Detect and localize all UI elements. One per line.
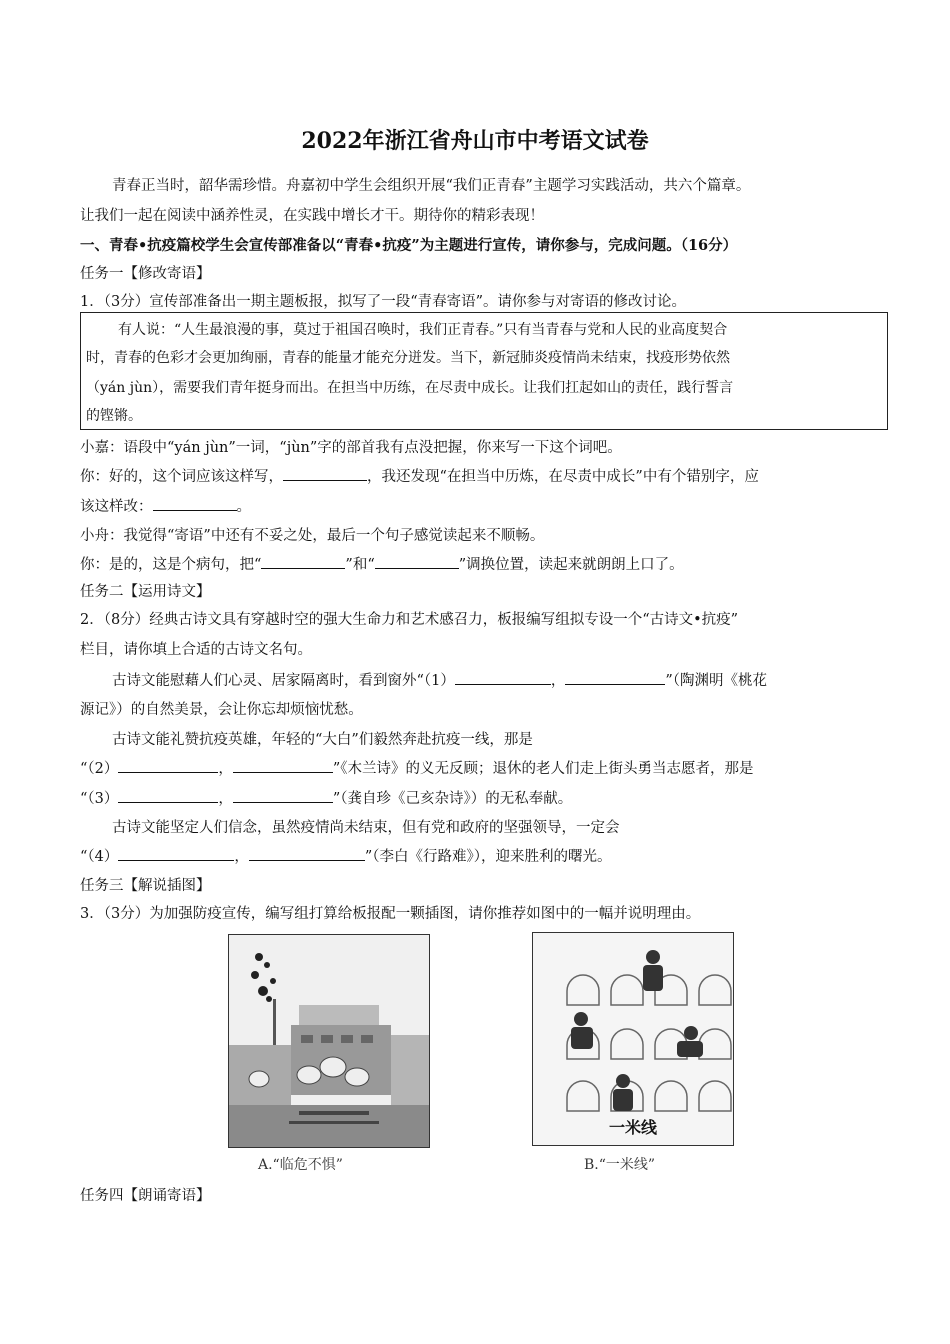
poem-para-3-line-2 xyxy=(80,846,612,867)
dialogue-you-2-b: ”和“ xyxy=(345,557,375,573)
poem-para-1-end: 源记》）的自然美景，会让你忘却烦恼忧愁。 xyxy=(80,702,363,718)
dialogue-you-1-cont xyxy=(80,496,251,517)
illustration-b-inner-text: 一米线 xyxy=(608,1118,658,1137)
dialogue-you-1-b: ，我还发现“在担当中历炼，在尽责中成长”中有个错别字，应 xyxy=(367,469,759,485)
answer-blank-swap-2[interactable] xyxy=(375,554,459,569)
page-title: 2022年浙江省舟山市中考语文试卷 xyxy=(301,128,649,154)
question-2-line-1: 2．（8分）经典古诗文具有穿越时空的强大生命力和艺术感召力，板报编写组拟专设一个“古诗文•抗疫” xyxy=(80,612,739,628)
dialogue-xiaozhou: 小舟：我觉得“寄语”中还有不妥之处，最后一个句子感觉读起来不顺畅。 xyxy=(80,528,545,544)
poem-para-1-c: ”（陶渊明《桃花 xyxy=(665,673,768,689)
task1-label: 任务一【修改寄语】 xyxy=(80,266,211,282)
poem-para-2-f: ， xyxy=(218,791,233,807)
poem-para-3-b: “（4） xyxy=(80,849,119,865)
poem-blank-1a[interactable] xyxy=(455,670,551,685)
poem-para-2: 古诗文能礼赞抗疫英雄，年轻的“大白”们毅然奔赴抗疫一线，那是 xyxy=(112,732,533,748)
poem-blank-3b[interactable] xyxy=(233,788,333,803)
poem-blank-2b[interactable] xyxy=(233,758,333,773)
poem-blank-4a[interactable] xyxy=(118,846,234,861)
dialogue-you-1-a: 你：好的，这个词应该这样写， xyxy=(80,469,283,485)
poem-para-2-line-2 xyxy=(80,758,754,779)
poem-para-2-d: ”《木兰诗》的义无反顾；退休的老人们走上街头勇当志愿者，那是 xyxy=(332,761,754,777)
dialogue-you-2-c: ”调换位置，读起来就朗朗上口了。 xyxy=(458,557,684,573)
poem-para-3-d: ”（李白《行路难》），迎来胜利的曙光。 xyxy=(364,849,612,865)
question-2-line-2: 栏目，请你填上合适的古诗文名句。 xyxy=(80,642,312,658)
answer-blank-typo[interactable] xyxy=(153,496,237,511)
illustration-b-drawing xyxy=(533,933,733,1145)
poem-para-2-b: “（2） xyxy=(80,761,119,777)
poem-para-2-g: ”（龚自珍《己亥杂诗》）的无私奉献。 xyxy=(332,791,573,807)
poem-para-2-c: ， xyxy=(218,761,233,777)
answer-blank-word[interactable] xyxy=(283,466,367,481)
question-1: 1．（3分）宣传部准备出一期主题板报，拟写了一段“青春寄语”。请你参与对寄语的修改讨论。 xyxy=(80,294,687,310)
poem-blank-3a[interactable] xyxy=(118,788,218,803)
dialogue-xiaojia: 小嘉：语段中“yán jùn”一词，“jùn”字的部首我有点没把握，你来写一下这个词吧。 xyxy=(80,440,622,456)
dialogue-you-1-c: 该这样改： xyxy=(80,499,153,515)
intro-line-1: 青春正当时，韶华需珍惜。舟嘉初中学生会组织开展“我们正青春”主题学习实践活动，共六个篇章。 xyxy=(112,178,751,194)
poem-para-2-e: “（3） xyxy=(80,791,119,807)
dialogue-you-2 xyxy=(80,554,684,575)
dialogue-you-2-a: 你：是的，这是个病句，把“ xyxy=(80,557,262,573)
poem-blank-2a[interactable] xyxy=(118,758,218,773)
illustration-a xyxy=(228,934,430,1148)
illustration-a-caption: A.“临危不惧” xyxy=(258,1157,343,1173)
box-line-1: 有人说：“人生最浪漫的事，莫过于祖国召唤时，我们正青春。”只有当青春与党和人民的业高度契合 xyxy=(118,322,728,338)
box-line-4: 的铿锵。 xyxy=(86,408,142,424)
illustration-a-drawing xyxy=(229,935,429,1147)
poem-para-1-b: ， xyxy=(550,673,566,689)
illustration-b-caption: B.“一米线” xyxy=(584,1157,656,1173)
intro-line-2: 让我们一起在阅读中涵养性灵，在实践中增长才干。期待你的精彩表现！ xyxy=(80,208,544,224)
question-3: 3．（3分）为加强防疫宣传，编写组打算给板报配一颗插图，请你推荐如图中的一幅并说明理由。 xyxy=(80,906,701,922)
poem-para-2-line-3 xyxy=(80,788,572,809)
poem-para-1-a: 古诗文能慰藉人们心灵、居家隔离时，看到窗外“（1） xyxy=(112,673,455,689)
poem-blank-1b[interactable] xyxy=(565,670,665,685)
section-heading: 一、青春•抗疫篇校学生会宣传部准备以“青春•抗疫”为主题进行宣传，请你参与，完成问题。（16分） xyxy=(80,237,738,254)
task3-label: 任务三【解说插图】 xyxy=(80,878,211,894)
poem-blank-4b[interactable] xyxy=(249,846,365,861)
dialogue-you-1-d: 。 xyxy=(236,499,251,515)
dialogue-you-1 xyxy=(80,466,759,487)
answer-blank-swap-1[interactable] xyxy=(261,554,345,569)
poem-para-3-c: ， xyxy=(234,849,249,865)
illustration-b xyxy=(532,932,734,1146)
task2-label: 任务二【运用诗文】 xyxy=(80,584,211,600)
poem-para-1 xyxy=(112,670,767,691)
box-line-3: （yán jùn），需要我们青年挺身而出。在担当中历练，在尽责中成长。让我们扛起如山的责任，践行誓言 xyxy=(86,380,734,396)
task4-label: 任务四【朗诵寄语】 xyxy=(80,1188,211,1204)
poem-para-3: 古诗文能坚定人们信念，虽然疫情尚未结束，但有党和政府的坚强领导，一定会 xyxy=(112,820,620,836)
box-line-2: 时，青春的色彩才会更加绚丽，青春的能量才能充分迸发。当下，新冠肺炎疫情尚未结束，找疫形势依然 xyxy=(86,350,730,366)
